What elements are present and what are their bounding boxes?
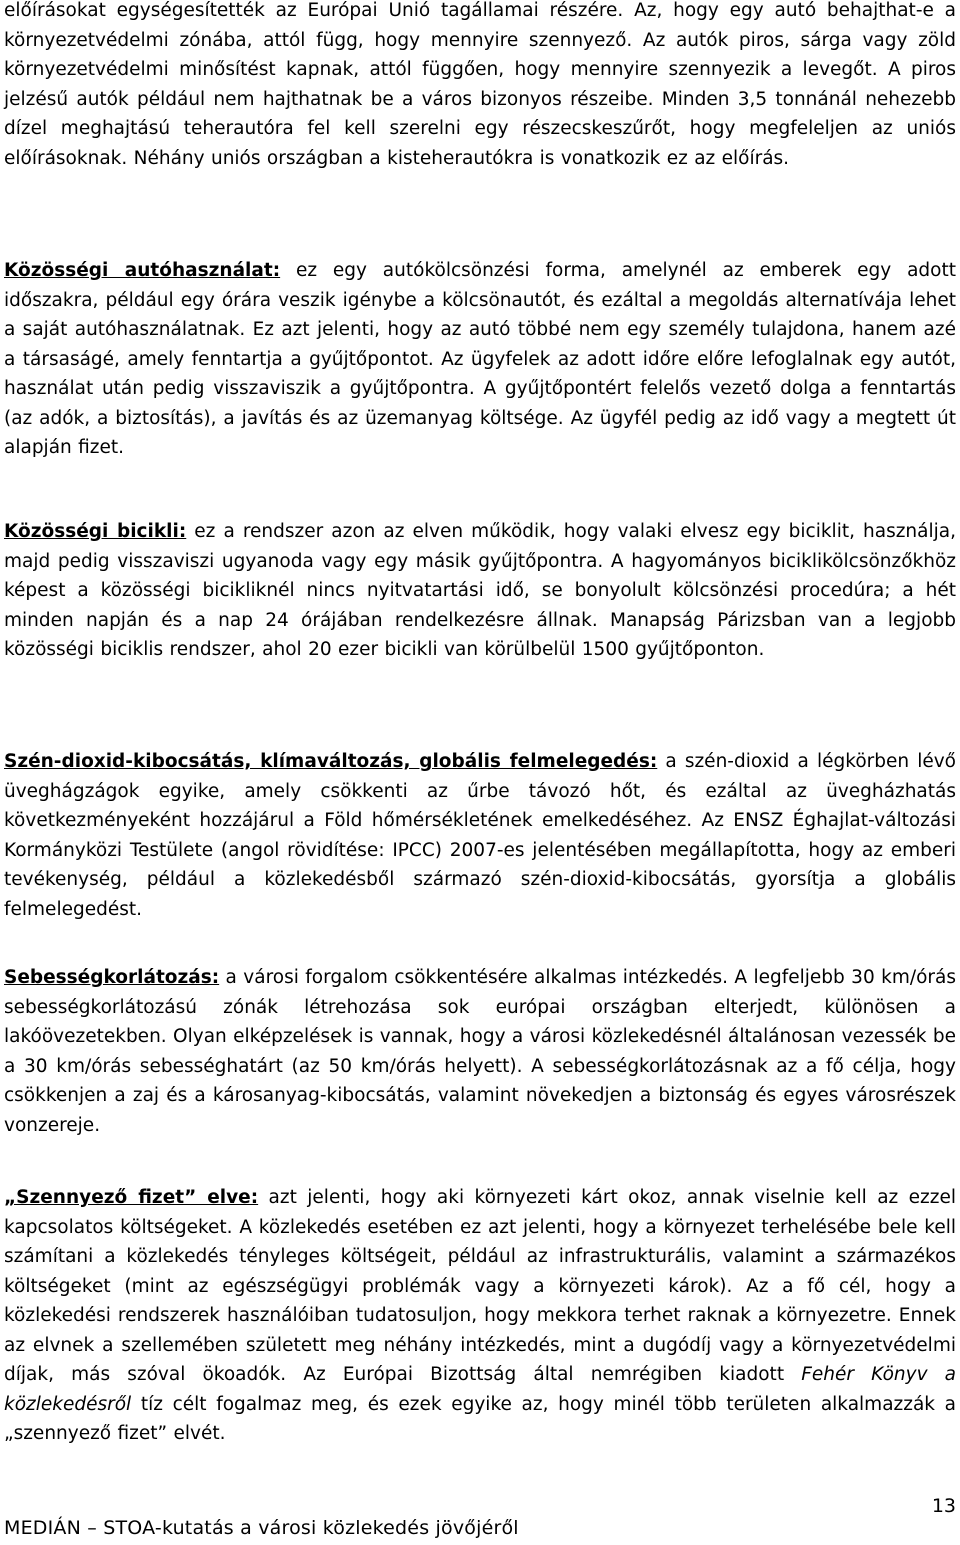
paragraph-text: előírásokat egységesítették az Európai Unió tagállamai részére. Az, hogy egy autó behajthat-e a környezetvédelmi zónába, attól függ, hogy mennyire szennyező. Az autók piros, sárga vagy zöld környezetvédelmi minősítést kapnak, attól függően, hogy mennyire szennyezik a levegőt. A piros jelzésű autók például nem hajthatnak be a város bizonyos részeibe. Minden 3,5 tonnánál nehezebb dízel meghajtású teherautóra fel kell szerelni egy részecskeszűrőt, hogy megfeleljen az uniós előírásoknak. Néhány uniós országban a kisteherautókra is vonatkozik ez az előírás. [4,0,956,169]
paragraph-car-sharing [4,256,956,463]
paragraph-polluter-pays [4,1183,956,1449]
term-heading: Közösségi autóhasználat: [4,260,281,281]
paragraph-environmental-zone [4,0,956,173]
paragraph-text: azt jelenti, hogy aki környezeti kárt okoz, annak viselnie kell az ezzel kapcsolatos költségeket. A közlekedés esetében ez azt jelenti, hogy a környezet terhelésébe bele kell számítani a közlekedés tényleges költségeit, például az infrastrukturális, valamint a származékos költségeket (mint az egészségügyi problémák vagy a környezeti károk). Az a fő cél, hogy a közlekedési rendszerek használóiban tudatosuljon, hogy mekkora terhet raknak a környezetre. Ennek az elvnek a szellemében született meg néhány intézkedés, mint a dugódíj vagy a környezetvédelmi díjak, más szóval ökoadók. Az Európai Bizottság által nemrégiben kiadott [4,1187,956,1385]
paragraph-speed-limit [4,963,956,1140]
paragraph-text: ez egy autókölcsönzési forma, amelynél az emberek egy adott időszakra, például egy órára veszik igénybe a kölcsönautót, és ezáltal a megoldás alternatívája lehet a saját autóhasználatnak. Ez azt jelenti, hogy az autó többé nem egy személy tulajdona, hanem azé a társaságé, amely fenntartja a gyűjtőpontot. Az ügyfelek az adott időre előre lefoglalnak egy autót, használat után pedig visszaviszik a gyűjtőpontra. A gyűjtőpontért felelős vezető dolga a fenntartás (az adók, a biztosítás), a javítás és az üzemanyag költsége. Az ügyfél pedig az idő vagy a megtett út alapján fizet. [4,260,956,458]
page-number: 13 [931,1495,956,1517]
term-heading: Szén-dioxid-kibocsátás, klímaváltozás, globális felmelegedés: [4,751,658,772]
page-footer: MEDIÁN – STOA-kutatás a városi közlekedés jövőjéről [4,1517,519,1539]
paragraph-text: ez a rendszer azon az elven működik, hogy valaki elvesz egy biciklit, használja, majd pedig visszaviszi ugyanoda vagy egy másik gyűjtőpontra. A hagyományos biciklikölcsönzőkhöz képest a közösségi bicikliknél nincs nyitvatartási idő, se bonyolult kölcsönzési procedúra; a hét minden napján és a nap 24 órájában rendelkezésre állnak. Manapság Párizsban van a legjobb közösségi biciklis rendszer, ahol 20 ezer bicikli van körülbelül 1500 gyűjtőponton. [4,521,956,660]
paragraph-text: a városi forgalom csökkentésére alkalmas intézkedés. A legfeljebb 30 km/órás sebességkorlátozású zónák létrehozása sok európai országban elterjedt, különösen a lakóövezetekben. Olyan elképzelések is vannak, hogy a városi közlekedésnél általánosan vezessék be a 30 km/órás sebességhatárt (az 50 km/órás helyett). A sebességkorlátozásnak az a fő célja, hogy csökkenjen a zaj és a károsanyag-kibocsátás, valamint növekedjen a biztonság és egyes városrészek vonzereje. [4,967,956,1136]
paragraph-text: a szén-dioxid a légkörben lévő üveghágzágok egyike, amely csökkenti az űrbe távozó hőt, és ezáltal az üvegházhatás következményeként hozzájárul a Föld hőmérsékletének emelkedéséhez. Az ENSZ Éghajlat-változási Kormányközi Testülete (angol rövidítése: IPCC) 2007-es jelentésében megállapította, hogy az emberi tevékenység, például a közlekedésből származó szén-dioxid-kibocsátás, gyorsítja a globális felmelegedést. [4,751,956,920]
paragraph-text: tíz célt fogalmaz meg, és ezek egyike az, hogy minél több területen alkalmazzák a „szennyező fizet” elvét. [4,1393,956,1444]
term-heading: Közösségi bicikli: [4,521,187,542]
term-heading: „Szennyező fizet” elve: [4,1187,259,1208]
paragraph-bike-sharing [4,517,956,665]
book-title: Fehér Könyv a közlekedésről [4,1364,956,1415]
term-heading: Sebességkorlátozás: [4,967,220,988]
paragraph-co2-emissions [4,747,956,924]
